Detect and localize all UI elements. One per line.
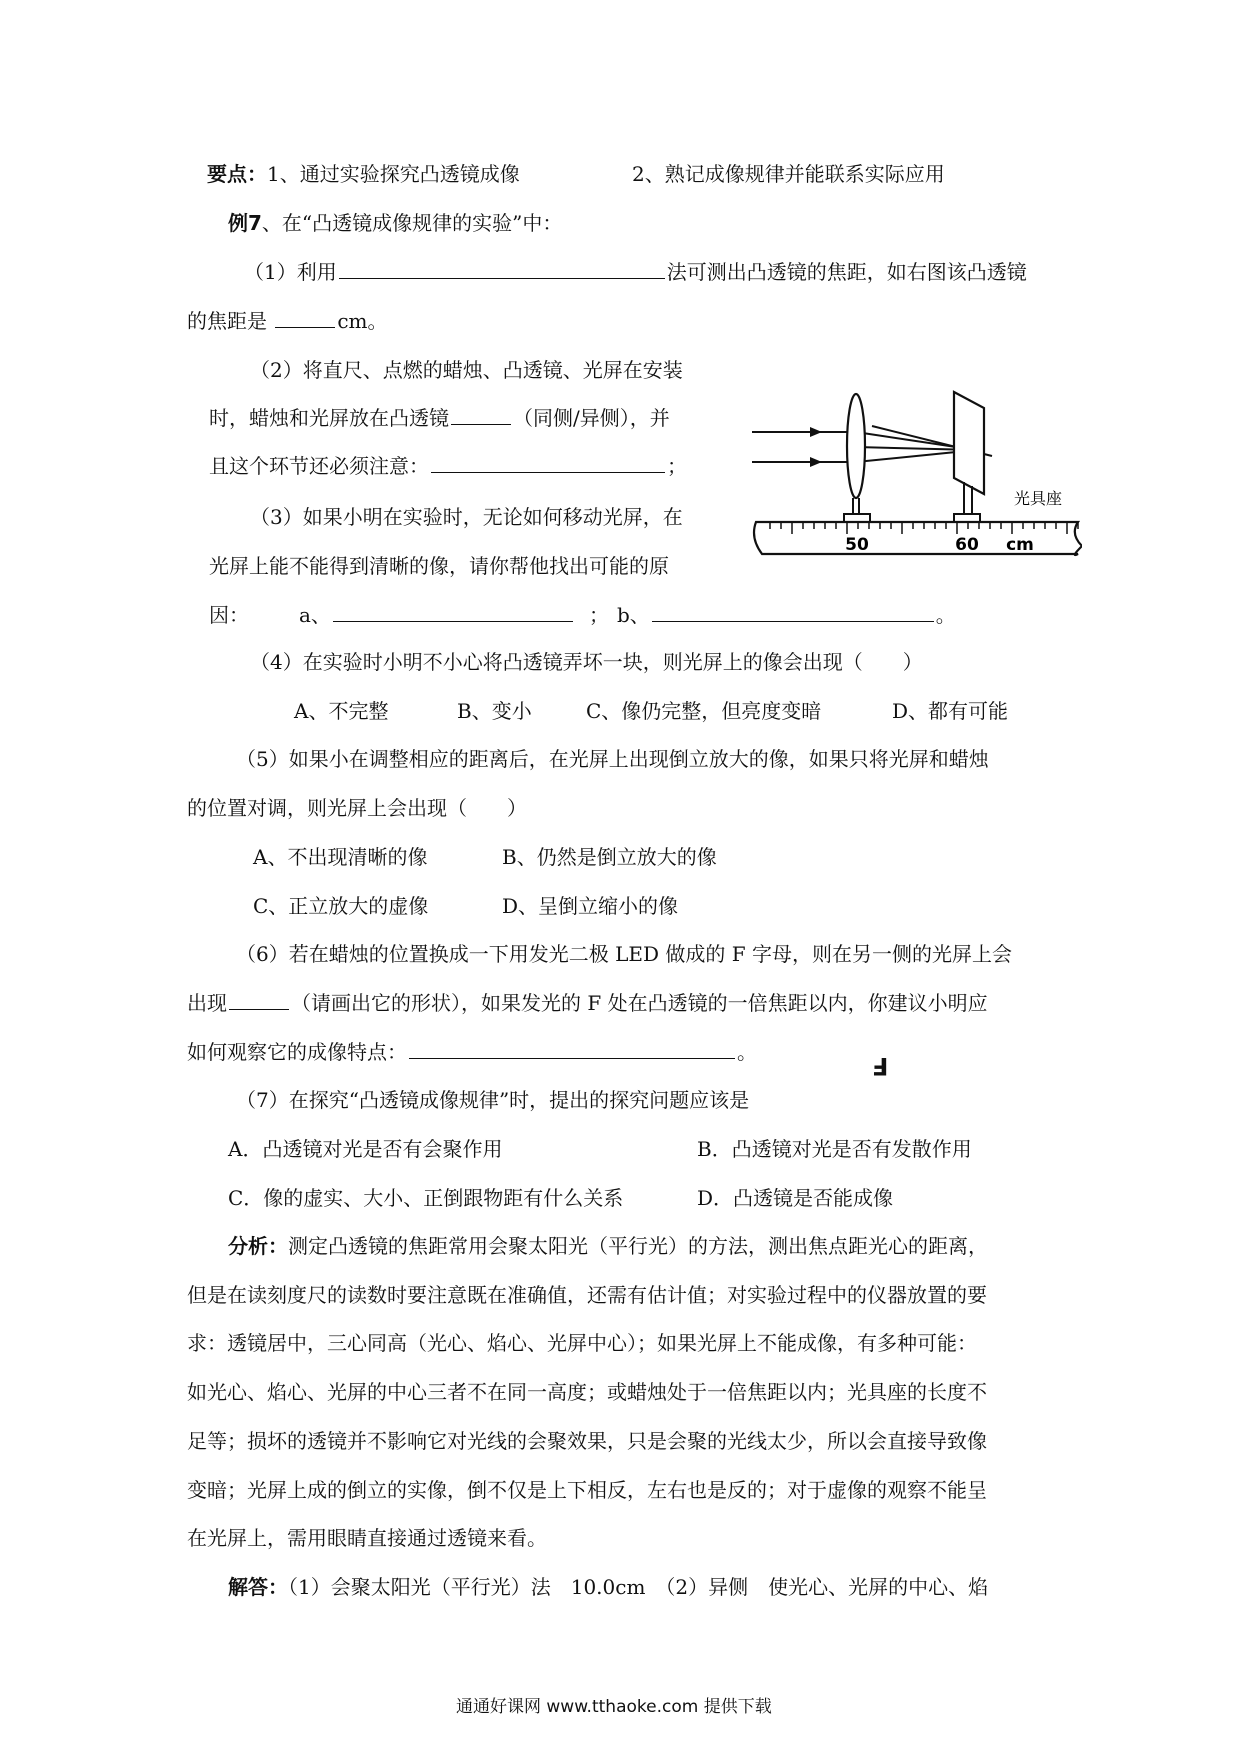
key-points-line [207,160,520,188]
q3-line1: （3）如果小明在实验时，无论如何移动光屏，在 [250,505,683,529]
q3-end: 。 [935,603,956,627]
q6-line2 [187,989,988,1017]
bench-label: 光具座 [1013,489,1062,508]
q5-option-d[interactable]: D、呈倒立缩小的像 [502,894,679,918]
analysis-line-6: 变暗；光屏上成的倒立的实像，倒不仅是上下相反，左右也是反的；对于虚像的观察不能呈 [187,1478,987,1502]
optical-bench-diagram [752,296,1082,561]
q6-line3b: 。 [737,1040,757,1064]
q6-blank-observe[interactable] [409,1038,735,1059]
q7-option-c[interactable]: C．像的虚实、大小、正倒跟物距有什么关系 [228,1186,624,1210]
q5-line1: （5）如果小在调整相应的距离后，在光屏上出现倒立放大的像，如果只将光屏和蜡烛 [236,747,989,771]
q2-line3a: 且这个环节还必须注意： [209,454,429,478]
q2-line2a: 时，蜡烛和光屏放在凸透镜 [209,406,449,430]
q3-a-label: a、 [299,603,331,627]
q1-blank-method[interactable] [339,258,665,279]
q4-option-b[interactable]: B、变小 [457,699,532,723]
q2-blank-side[interactable] [451,404,511,425]
q2-blank-note[interactable] [431,452,665,473]
q5-option-c[interactable]: C、正立放大的虚像 [253,894,429,918]
answer-text: （1）会聚太阳光（平行光）法 10.0cm （2）异侧 使光心、光屏的中心、焰 [288,1575,989,1599]
analysis-label: 分析： [228,1234,288,1258]
q6-line2a: 出现 [187,991,227,1015]
answer-line [228,1573,988,1601]
tick-label-60: 60 [955,535,979,555]
q5-option-a[interactable]: A、不出现清晰的像 [253,845,428,869]
inverted-f-glyph: F [872,1052,889,1080]
q1-blank-focal[interactable] [275,307,335,328]
convex-lens [847,394,865,498]
analysis-line-3: 求：透镜居中，三心同高（光心、焰心、光屏中心）；如果光屏上不能成像，有多种可能： [187,1331,977,1355]
q4-option-d[interactable]: D、都有可能 [892,699,1009,723]
q3-line2: 光屏上能不能得到清晰的像，请你帮他找出可能的原 [209,554,669,578]
q1-line1 [244,258,1027,286]
q2-line3 [209,452,687,480]
analysis-line-1 [228,1232,988,1260]
q6-line3 [187,1038,757,1066]
q2-line1: （2）将直尺、点燃的蜡烛、凸透镜、光屏在安装 [250,358,683,382]
tick-label-50: 50 [845,535,869,555]
unit-label: cm [1006,535,1034,555]
q5-option-b[interactable]: B、仍然是倒立放大的像 [502,845,717,869]
screen-holder [954,514,980,522]
q4-option-a[interactable]: A、不完整 [294,699,389,723]
q6-line1: （6）若在蜡烛的位置换成一下用发光二极 LED 做成的 F 字母，则在另一侧的光屏上会 [236,942,1012,966]
example-title [228,209,562,237]
q3-b-label: b、 [616,603,650,627]
q3-blank-a[interactable] [333,601,573,622]
example-title-text: 、在“凸透镜成像规律的实验”中： [261,211,563,235]
q7-option-d[interactable]: D．凸透镜是否能成像 [697,1186,894,1210]
analysis-line-7: 在光屏上，需用眼睛直接通过透镜来看。 [187,1526,547,1550]
q7-question: （7）在探究“凸透镜成像规律”时，提出的探究问题应该是 [236,1088,750,1112]
q2-line3b: ； [667,454,687,478]
analysis-line-4: 如光心、焰心、光屏的中心三者不在同一高度；或蜡烛处于一倍焦距以内；光具座的长度不 [187,1380,987,1404]
q1-part2: 法可测出凸透镜的焦距，如右图该凸透镜 [666,260,1027,284]
q3-sep: ； [588,603,609,627]
footer-text: 通通好课网 www.tthaoke.com 提供下载 [456,1697,772,1717]
q4-question: （4）在实验时小明不小心将凸透镜弄坏一块，则光屏上的像会出现（ ） [250,650,923,674]
q6-blank-shape[interactable] [229,989,289,1010]
q1-part1: （1）利用 [244,260,337,284]
q3-reason-label: 因： [209,603,249,627]
q2-line2b: （同侧/异侧），并 [513,406,670,430]
analysis-line-5: 足等；损坏的透镜并不影响它对光线的会聚效果，只是会聚的光线太少，所以会直接导致像 [187,1429,987,1453]
q5-line2: 的位置对调，则光屏上会出现（ ） [187,796,527,820]
key-points-label: 要点： [207,162,267,186]
q7-option-a[interactable]: A．凸透镜对光是否有会聚作用 [228,1137,503,1161]
light-screen [954,392,984,494]
answer-label: 解答： [228,1575,288,1599]
q3-line3 [209,601,956,629]
lens-holder [844,514,870,522]
q1-unit: cm。 [337,309,388,333]
q4-option-c[interactable]: C、像仍完整，但亮度变暗 [586,699,822,723]
analysis-line-2: 但是在读刻度尺的读数时要注意既在准确值，还需有估计值；对实验过程中的仪器放置的要 [187,1283,987,1307]
example-label: 例7 [228,211,262,235]
analysis-text-1: 测定凸透镜的焦距常用会聚太阳光（平行光）的方法，测出焦点距光心的距离， [288,1234,988,1258]
q2-line2 [209,404,670,432]
key-point-2: 2、熟记成像规律并能联系实际应用 [632,162,945,186]
q6-line3a: 如何观察它的成像特点： [187,1040,407,1064]
q7-option-b[interactable]: B．凸透镜对光是否有发散作用 [697,1137,972,1161]
key-point-1: 1、通过实验探究凸透镜成像 [267,162,520,186]
q3-blank-b[interactable] [652,601,934,622]
q1-focal-label: 的焦距是 [187,309,267,333]
q1-line2 [187,307,388,335]
q6-line2b: （请画出它的形状），如果发光的 F 处在凸透镜的一倍焦距以内，你建议小明应 [291,991,988,1015]
